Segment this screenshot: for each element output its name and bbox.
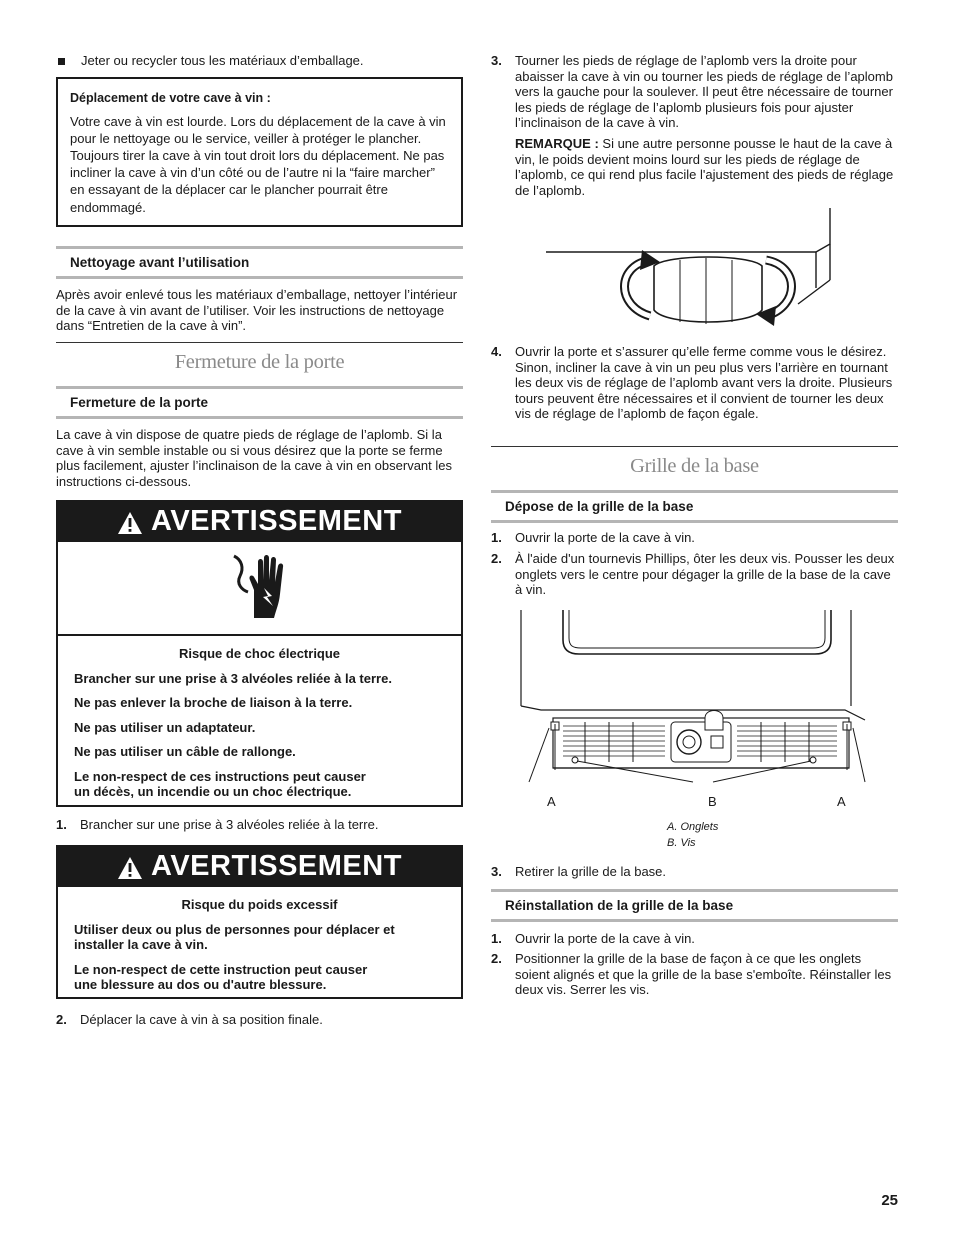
page-number: 25 (881, 1192, 898, 1209)
bullet-square-icon (58, 58, 65, 65)
warning-weight-box (56, 845, 463, 999)
step-3: 3. Tourner les pieds de réglage de l’aplomb vers la droite pour abaisser la cave à vin ou tourner les pieds de réglage de l’aplomb vers la gauche pour la soulever. Il peut être nécessaire de tourner les pieds de réglage de l’aplomb plusieurs fois pour ajuster l’inclinaison de la cave à vin. (491, 53, 893, 131)
electric-shock-hand-icon (228, 550, 292, 626)
moving-note-box (56, 77, 463, 227)
door-section-title: Fermeture de la porte (56, 342, 463, 382)
remove-step-1: 1. Ouvrir la porte de la cave à vin. (491, 530, 695, 545)
warning-electric-line: Le non-respect de ces instructions peut causer un décès, un incendie ou un choc électrique. (74, 768, 366, 800)
remove-step-3: 3. Retirer la grille de la base. (491, 864, 667, 879)
door-body: La cave à vin dispose de quatre pieds de réglage de l’aplomb. Si la cave à vin semble instable ou si vous désirez que la porte se ferme plus facilement, ajuster l’inclinaison de la cave à vin en observant les instructions ci-dessous. (56, 427, 452, 489)
cleaning-subhead: Nettoyage avant l’utilisation (56, 246, 463, 279)
step-4: 4. Ouvrir la porte et s’assurer qu’elle ferme comme vous le désirez. Sinon, incliner la cave à vin un peu plus vers l’arrière en tournant les deux vis de réglage de l’aplomb avant vers la droite. Plusieurs tours peuvent être nécessaires et il convient de tourner les deux vis de réglage de l’aplomb de façon égale. (491, 344, 893, 422)
warning-electric-line: Ne pas utiliser un adaptateur. (74, 719, 256, 735)
warning-weight-line: Le non-respect de cette instruction peut causer une blessure au dos ou d'autre blessure. (74, 961, 368, 993)
leveling-leg-figure (546, 208, 846, 338)
bullet-packaging: Jeter ou recycler tous les matériaux d’emballage. (56, 53, 463, 69)
warning-triangle-icon (117, 856, 143, 880)
warning-electric-line: Ne pas enlever la broche de liaison à la terre. (74, 695, 353, 711)
cleaning-body: Après avoir enlevé tous les matériaux d’emballage, nettoyer l’intérieur de la cave à vin avant de l’utiliser. Voir les instructions de nettoyage dans “Entretien de la cave à vin”. (56, 287, 458, 334)
warning-weight-title: Risque du poids excessif (181, 897, 338, 912)
warning-electric-title: Risque de choc électrique (178, 646, 341, 661)
base-grille-figure (515, 608, 875, 808)
moving-note-title: Déplacement de votre cave à vin : (70, 91, 271, 105)
remove-step-2: 2. À l'aide d'un tournevis Phillips, ôter les deux vis. Pousser les deux onglets vers le centre pour dégager la grille de la base de la cave à vin. (491, 551, 895, 598)
figure-label-b: B (708, 794, 717, 809)
leveling-leg-illustration (546, 208, 846, 338)
door-subhead: Fermeture de la porte (56, 386, 463, 419)
legend-item: A. Onglets (667, 821, 719, 833)
reinstall-step-1: 1. Ouvrir la porte de la cave à vin. (491, 931, 695, 946)
warning-weight-text (58, 887, 461, 1010)
warning-icon-row (58, 542, 461, 636)
remove-grille-subhead: Dépose de la grille de la base (491, 490, 898, 523)
figure-legend (667, 820, 718, 851)
step-2: 2. Déplacer la cave à vin à sa position finale. (56, 1012, 323, 1027)
remark-text: Si une autre personne pousse le haut de la cave à vin, le poids devient moins lourd sur les pieds de réglage de l’aplomb, ce qui rend plus facile l'ajustement des pieds de réglage de l’aplomb. (515, 136, 894, 198)
warning-electric-box (56, 500, 463, 807)
legend-item: B. Vis (667, 836, 696, 849)
warning-electric-line: Brancher sur une prise à 3 alvéoles reliée à la terre. (74, 670, 392, 686)
moving-note-body: Votre cave à vin est lourde. Lors du déplacement de la cave à vin pour le nettoyage ou le service, veiller à protéger le plancher. Toujours tirer la cave à vin tout droit lors du déplacement. Ne pas incliner la cave à vin d’un côté ou de l’autre ni la “faire marcher” en essayant de la déplacer car le plancher pourrait être endommagé. (70, 113, 446, 215)
figure-label-a-right: A (837, 794, 846, 809)
warning-electric-banner: AVERTISSEMENT (58, 502, 461, 542)
reinstall-grille-subhead: Réinstallation de la grille de la base (491, 889, 898, 922)
warning-weight-line: Utiliser deux ou plus de personnes pour déplacer et installer la cave à vin. (74, 921, 395, 953)
warning-electric-text (58, 636, 461, 817)
grille-section-title: Grille de la base (491, 446, 898, 486)
reinstall-step-2: 2. Positionner la grille de la base de façon à ce que les onglets soient alignés et que la grille de la base s'emboîte. Réinstaller les deux vis. Serrer les vis. (491, 951, 892, 998)
step-1: 1. Brancher sur une prise à 3 alvéoles reliée à la terre. (56, 817, 379, 832)
figure-label-a-left: A (547, 794, 556, 809)
base-grille-illustration (515, 608, 875, 788)
remark (515, 136, 898, 198)
remark-label: REMARQUE : (515, 136, 599, 151)
warning-weight-banner: AVERTISSEMENT (58, 847, 461, 887)
warning-triangle-icon (117, 511, 143, 535)
warning-electric-line: Ne pas utiliser un câble de rallonge. (74, 744, 296, 760)
